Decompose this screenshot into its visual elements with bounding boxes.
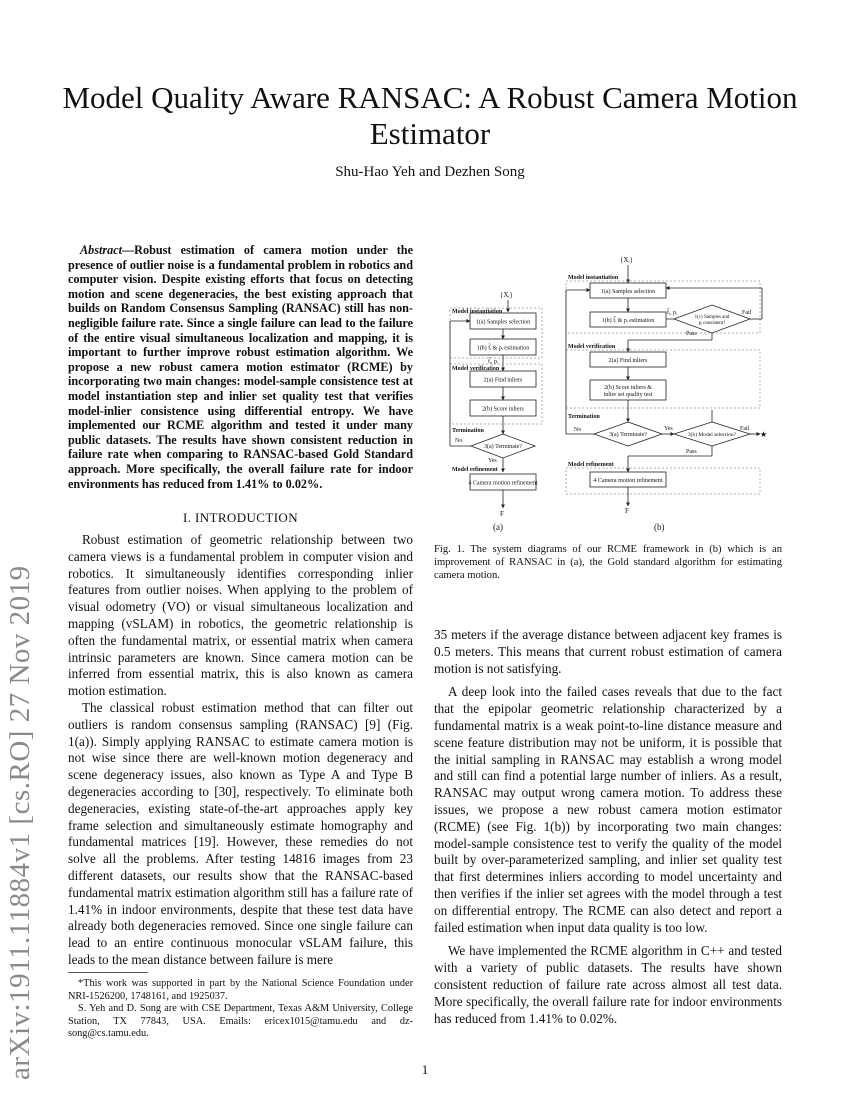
intro-body-left (68, 532, 413, 969)
paragraph: Robust estimation of geometric relationship between two camera views is a fundamental problem in computer vision and robotics. It simultaneously identifies corresponding inlier features from outlier noises. When applying to the problem of visual odometry (VO) or visual simultaneous localization and mapping (vSLAM) in robotics, the geometric relationship is often the fundamental matrix, or essential matrix when camera intrinsic parameters are known. Since camera motion can be inferred from essential matrix, this is also known as camera motion estimation. (68, 532, 413, 699)
diagram-b-pass-2: Pass (686, 449, 697, 455)
diagram-b-mid-label: f̂ᵢ, pᵢ (667, 310, 677, 316)
diagram-a-mid-label: f̂ᵢ, pᵢ (488, 359, 498, 365)
diagram-a (450, 291, 542, 532)
diagram-a-box-estimation-text: 1(b) f̂ᵢ & pᵢ estimation (476, 345, 530, 352)
diagram-a-stage-verification (450, 364, 542, 424)
abstract (68, 243, 413, 491)
diagram-b (566, 256, 767, 532)
section-heading-introduction: I. INTRODUCTION (182, 510, 299, 525)
svg-text:pᵢ consistent?: pᵢ consistent? (698, 321, 726, 326)
diagram-b-label-verification: Model verification (568, 344, 616, 350)
paragraph: We have implemented the RCME algorithm in C++ and tested with a variety of public datasets. The results have shown consistent reduction of failure rate across almost all test data. More specifically, the overall failure rate for indoor environments has reduced from 1.41% to 0.02%. (434, 943, 782, 1026)
diagram-a-decision-terminate-text: 3(a) Terminate? (484, 444, 522, 450)
svg-text:3(a) Terminate?: 3(a) Terminate? (609, 432, 647, 438)
page-number: 1 (421, 1062, 429, 1077)
figure-1 (440, 250, 785, 535)
diagram-b-box-estimation-text: 1(b) f̂ᵢ & pᵢ estimation (601, 318, 655, 324)
diagram-b-input: {Xᵢ} (620, 256, 633, 264)
diagram-a-label-termination: Termination (452, 428, 484, 434)
diagram-a-label-instantiation: Model instantiation (452, 309, 503, 315)
diagram-a-input: {Xᵢ} (500, 291, 513, 299)
svg-text:1(c) Samples and: 1(c) Samples and (694, 315, 730, 320)
diagram-b-star: ★ (760, 430, 768, 439)
diagram-b-output: F (625, 507, 629, 515)
diagram-a-box-samples-text: 1(a) Samples selection (475, 319, 531, 326)
diagram-b-label-instantiation: Model instantiation (568, 275, 619, 281)
diagram-b-sublabel: (b) (654, 522, 665, 532)
abstract-text: —Robust estimation of camera motion under the presence of outlier noise is a fundamental problem in robotics and computer vision. Despite existing efforts that focus on detecting motion and scene degeneracies, the best existing approach that builds on Random Consensus Sampling (RANSAC) still has non-negligible failure rate. Since a single failure can lead to the failure of the entire visual simultaneous localization and mapping, it is important to further improve robust estimation algorithm. We propose a new robust camera motion estimator (RCME) by incorporating two main changes: model-sample consistence test at model instantiation step and inlier set quality test that verifies model-inlier consistence using differential entropy. We have implemented our RCME algorithm and tested it under many public datasets. The results have shown consistent reduction in failure rate when comparing to RANSAC-based Gold Standard approach. More specifically, the overall failure rate for indoor environments has reduced from 1.41% to 0.02%. (68, 243, 413, 491)
diagram-b-box-find-inliers-text: 2(a) Find inliers (608, 358, 648, 364)
footnote-funding: *This work was supported in part by the National Science Foundation under NRI-1526200, 1748161, and 1925037. (68, 978, 413, 1002)
intro-body-right (434, 627, 782, 1027)
diagram-b-no: No (574, 427, 582, 433)
diagram-b-fail-1: Fail (742, 310, 752, 316)
paragraph: 35 meters if the average distance between adjacent key frames is 0.5 meters. This means that current robust estimation of camera motion is not satisfying. (434, 627, 782, 676)
arxiv-identifier: arXiv:1911.11884v1 [cs.RO] 27 Nov 2019 (4, 565, 36, 1080)
diagram-a-no: No (455, 438, 463, 444)
diagram-a-box-score-text: 2(b) Score inliers (482, 406, 524, 413)
svg-text:4 Camera motion refinement: 4 Camera motion refinement (593, 478, 663, 484)
diagram-a-box-find-inliers-text: 2(a) Find inliers (483, 377, 523, 384)
diagram-a-sublabel: (a) (493, 522, 503, 532)
diagram-a-yes: Yes (488, 458, 497, 464)
diagram-b-label-refinement: Model refinement (568, 462, 614, 468)
diagram-a-output: F (500, 510, 504, 518)
paragraph: A deep look into the failed cases reveals that due to the fact that the epipolar geometric relationship characterized by a fundamental matrix is a weak point-to-line distance measure and scene feature distribution may not be uniform, it is possible that the initial sampling in RANSAC may establish a wrong model and still can find a potential large number of inliers. As a result, RANSAC may output wrong camera motion. To address these issues, we propose a new robust camera motion estimator (RCME) (see Fig. 1(b)) by incorporating two main changes: model-sample consistence test to verify the quality of the model built by over-parameterized sampling, and inlier set quality test that first determines inliers according to model uncertainty and then verifies if the inlier set agrees with the model through a test on differential entropy. The RCME can also detect and report a failed estimation when input data quality is too low. (434, 684, 782, 935)
paper-title: Model Quality Aware RANSAC: A Robust Camera Motion Estimator (62, 80, 798, 151)
diagram-a-label-refinement: Model refinement (452, 467, 498, 473)
diagram-b-fail-2: Fail (740, 426, 750, 432)
footnote-rule (68, 972, 148, 973)
abstract-label: Abstract (80, 243, 122, 257)
diagram-b-yes: Yes (664, 426, 673, 432)
diagram-b-box-samples-text: 1(a) Samples selection (600, 289, 656, 295)
paper-authors: Shu-Hao Yeh and Dezhen Song (335, 164, 525, 180)
diagram-b-pass-1: Pass (686, 331, 697, 337)
diagram-a-label-verification: Model verification (452, 366, 500, 372)
diagram-a-box-refine-text: 4 Camera motion refinement (468, 480, 538, 487)
svg-text:3(b) Model selection?: 3(b) Model selection? (687, 432, 737, 438)
figure-caption: Fig. 1. The system diagrams of our RCME framework in (b) which is an improvement of RANSAC in (a), the Gold standard algorithm for estimating camera motion. (434, 544, 782, 581)
svg-text:2(b) Score inliers &: 2(b) Score inliers & (604, 385, 652, 391)
svg-text:inlier set quality test: inlier set quality test (603, 392, 653, 398)
paragraph: The classical robust estimation method that can filter out outliers is random consensus sampling (RANSAC) [9] (Fig. 1(a)). Simply applying RANSAC to estimate camera motion is not wise since there are well-known motion degeneracy and scene degeneracy issues, also known as Type A and Type B degeneracies according to [30], respectively. To eliminate both degeneracies, existing state-of-the-art approaches apply key frame selection and simultaneously estimate homography and fundamental matrices [19]. However, these remedies do not solve all the problems. After testing 14816 images from 23 different datasets, our results show that the RANSAC-based fundamental matrix estimation algorithm still has a failure rate of 1.41% in indoor environments, despite that these test data have already both degeneracies removed. Since one single failure can lead to an entire continuous monocular vSLAM failure, this leads to the mean distance between failure is mere (68, 699, 413, 967)
footnotes (68, 978, 413, 1041)
footnote-affiliation: S. Yeh and D. Song are with CSE Department, Texas A&M University, College Station, TX 77843, USA. Emails: ericex1015@tamu.edu and dz-song@cs.tamu.edu. (68, 1003, 413, 1040)
diagram-b-label-termination: Termination (568, 414, 600, 420)
